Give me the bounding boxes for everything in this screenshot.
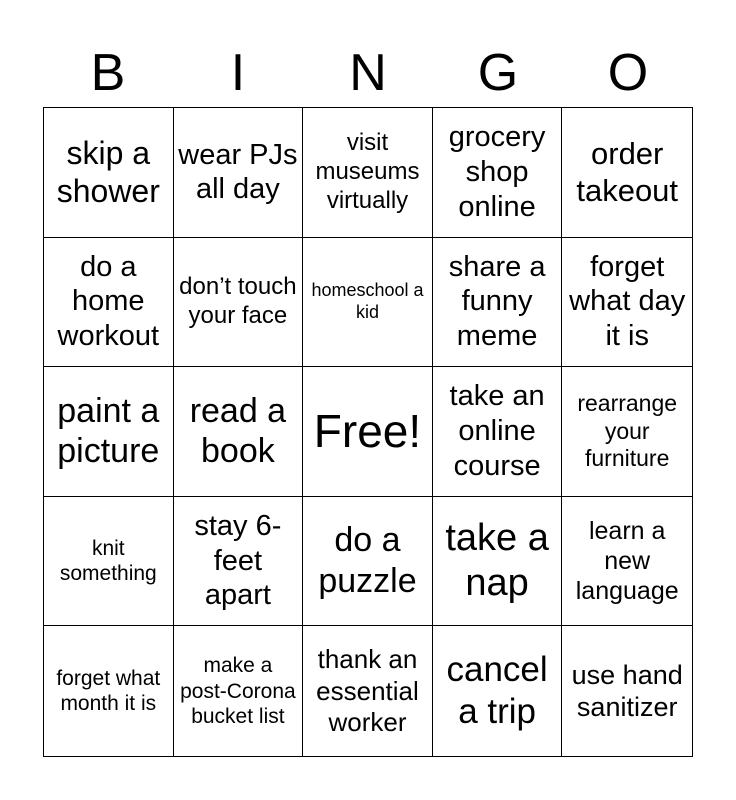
bingo-cell-text: learn a new language: [575, 517, 679, 606]
bingo-cell-r1c3[interactable]: [303, 108, 433, 238]
bingo-cell-r4c3[interactable]: [303, 497, 433, 627]
bingo-cell-r2c3[interactable]: [303, 238, 433, 368]
bingo-cell-r1c1[interactable]: [44, 108, 174, 238]
bingo-cell-text: take a nap: [445, 516, 549, 605]
bingo-cell-text: don’t touch your face: [179, 273, 297, 329]
bingo-cell-r5c2[interactable]: [174, 626, 304, 756]
bingo-cell-r5c1[interactable]: [44, 626, 174, 756]
bingo-cell-text: do a puzzle: [318, 521, 417, 601]
header-letter-b: B: [90, 44, 126, 102]
bingo-cell-text: use hand sanitizer: [571, 659, 683, 723]
bingo-cell-r4c5[interactable]: [562, 497, 692, 627]
bingo-cell-r2c5[interactable]: [562, 238, 692, 368]
bingo-cell-r4c2[interactable]: [174, 497, 304, 627]
bingo-cell-r5c3[interactable]: [303, 626, 433, 756]
bingo-cell-text: wear PJs all day: [178, 138, 298, 206]
bingo-cell-text: take an online course: [449, 380, 545, 482]
bingo-cell-r1c2[interactable]: [174, 108, 304, 238]
bingo-cell-text: paint a picture: [57, 391, 160, 471]
bingo-cell-r1c4[interactable]: [433, 108, 563, 238]
bingo-cell-text: forget what day it is: [569, 250, 686, 353]
bingo-cell-text: skip a shower: [56, 134, 160, 210]
bingo-cell-text: thank an essential worker: [316, 644, 419, 737]
bingo-cell-r3c5[interactable]: [562, 367, 692, 497]
bingo-cell-r3c4[interactable]: [433, 367, 563, 497]
bingo-cell-text: do a home workout: [57, 250, 160, 353]
bingo-cell-text: knit something: [59, 536, 157, 586]
bingo-cell-free[interactable]: [303, 367, 433, 497]
bingo-cell-r5c4[interactable]: [433, 626, 563, 756]
bingo-cell-text: stay 6-feet apart: [194, 509, 282, 612]
header-letter-g: G: [477, 44, 519, 102]
bingo-cell-text: order takeout: [576, 136, 679, 209]
bingo-cell-text: make a post-Corona bucket list: [180, 654, 296, 728]
bingo-cell-text: homeschool a kid: [311, 280, 424, 322]
header-letter-o: O: [607, 44, 649, 102]
bingo-cell-text: read a book: [189, 391, 287, 471]
bingo-cell-text: share a funny meme: [448, 250, 546, 353]
header-letter-i: I: [230, 44, 246, 102]
bingo-cell-r2c1[interactable]: [44, 238, 174, 368]
bingo-cell-text: rearrange your furniture: [577, 390, 678, 472]
bingo-cell-text: forget what month it is: [56, 667, 161, 716]
header-letter-n: N: [349, 44, 387, 102]
bingo-cell-r4c1[interactable]: [44, 497, 174, 627]
bingo-cell-r5c5[interactable]: [562, 626, 692, 756]
bingo-cell-r1c5[interactable]: [562, 108, 692, 238]
bingo-cell-text: grocery shop online: [448, 121, 546, 223]
bingo-cell-r3c2[interactable]: [174, 367, 304, 497]
bingo-board: [43, 107, 693, 757]
bingo-cell-r4c4[interactable]: [433, 497, 563, 627]
bingo-cell-r2c4[interactable]: [433, 238, 563, 368]
bingo-header: [43, 38, 693, 108]
bingo-cell-text: Free!: [313, 404, 422, 457]
bingo-cell-r2c2[interactable]: [174, 238, 304, 368]
bingo-cell-text: visit museums virtually: [315, 129, 420, 214]
bingo-cell-text: cancel a trip: [446, 650, 548, 732]
bingo-cell-r3c1[interactable]: [44, 367, 174, 497]
